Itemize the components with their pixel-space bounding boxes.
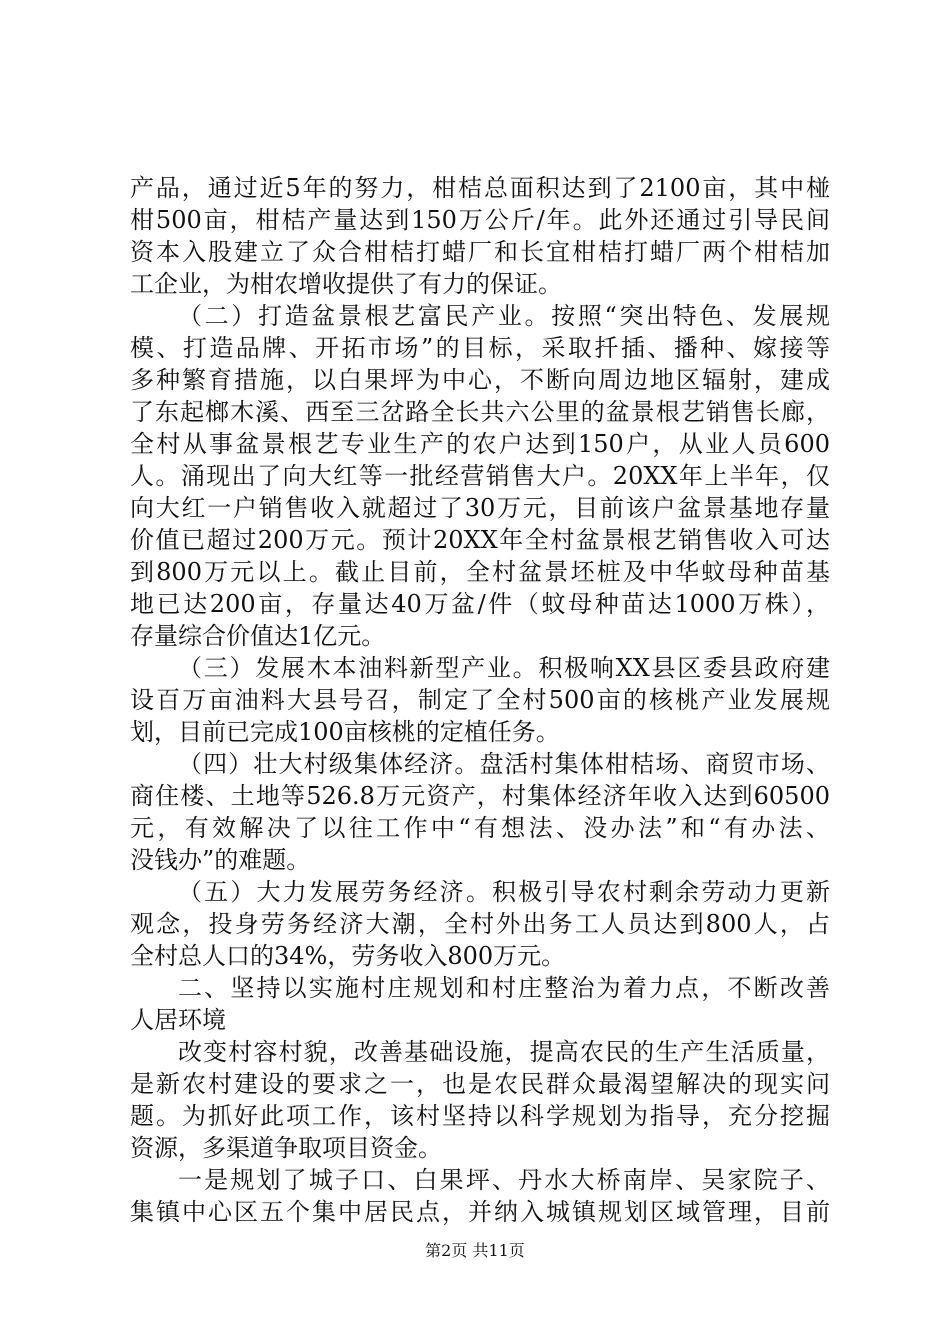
text-line: （二）打造盆景根艺富民产业。按照“突出特色、发展规 (178, 302, 830, 330)
text-line: 元，有效解决了以往工作中“有想法、没办法”和“有办法、 (130, 814, 830, 842)
text-line: 产品，通过近5年的努力，柑桔总面积达到了2100亩，其中椪 (130, 174, 830, 202)
text-line: （四）壮大村级集体经济。盘活村集体柑桔场、商贸市场、 (178, 750, 830, 778)
text-line: 观念，投身劳务经济大潮，全村外出务工人员达到800人，占 (130, 910, 830, 938)
text-line: 存量综合价值达1亿元。 (130, 622, 386, 650)
text-line: （五）大力发展劳务经济。积极引导农村剩余劳动力更新 (178, 878, 830, 906)
text-line: 价值已超过200万元。预计20XX年全村盆景根艺销售收入可达 (130, 526, 830, 554)
text-line: 一是规划了城子口、白果坪、丹水大桥南岸、吴家院子、 (178, 1166, 830, 1194)
text-line: 没钱办”的难题。 (130, 846, 311, 874)
text-line: 划，目前已完成100亩核桃的定植任务。 (130, 718, 560, 746)
text-line: 柑500亩，柑桔产量达到150万公斤/年。此外还通过引导民间 (130, 206, 830, 234)
text-line: 改变村容村貌，改善基础设施，提高农民的生产生活质量， (178, 1038, 830, 1066)
text-line: 了东起榔木溪、西至三岔路全长共六公里的盆景根艺销售长廊， (130, 398, 830, 426)
text-line: 是新农村建设的要求之一，也是农民群众最渴望解决的现实问 (130, 1070, 830, 1098)
text-line: 集镇中心区五个集中居民点，并纳入城镇规划区域管理，目前 (130, 1198, 830, 1226)
text-line: 模、打造品牌、开拓市场”的目标，采取扦插、播种、嫁接等 (130, 334, 830, 362)
text-line: 设百万亩油料大县号召，制定了全村500亩的核桃产业发展规 (130, 686, 830, 714)
text-line: 工企业，为柑农增收提供了有力的保证。 (130, 270, 562, 298)
text-line: 多种繁育措施，以白果坪为中心，不断向周边地区辐射，建成 (130, 366, 830, 394)
text-line: （三）发展木本油料新型产业。积极响XX县区委县政府建 (178, 654, 830, 682)
section-heading-continued: 人居环境 (130, 1006, 226, 1034)
text-line: 商住楼、土地等526.8万元资产，村集体经济年收入达到60500 (130, 782, 830, 810)
body-text (130, 172, 830, 1228)
text-line: 全村总人口的34%，劳务收入800万元。 (130, 942, 566, 970)
text-line: 资本入股建立了众合柑桔打蜡厂和长宜柑桔打蜡厂两个柑桔加 (130, 238, 830, 266)
page-footer: 第2页 共11页 (425, 1241, 525, 1260)
text-line: 题。为抓好此项工作，该村坚持以科学规划为指导，充分挖掘 (130, 1102, 830, 1130)
text-line: 资源，多渠道争取项目资金。 (130, 1134, 442, 1162)
text-line: 到800万元以上。截止目前，全村盆景坯桩及中华蚊母种苗基 (130, 558, 830, 586)
text-line: 人。涌现出了向大红等一批经营销售大户。20XX年上半年，仅 (130, 462, 830, 490)
text-line: 地已达200亩，存量达40万盆/件（蚊母种苗达1000万株）， (130, 590, 830, 618)
text-line: 全村从事盆景根艺专业生产的农户达到150户，从业人员600 (130, 430, 830, 458)
text-line: 向大红一户销售收入就超过了30万元，目前该户盆景基地存量 (130, 494, 830, 522)
section-heading: 二、坚持以实施村庄规划和村庄整治为着力点，不断改善 (178, 974, 830, 1002)
